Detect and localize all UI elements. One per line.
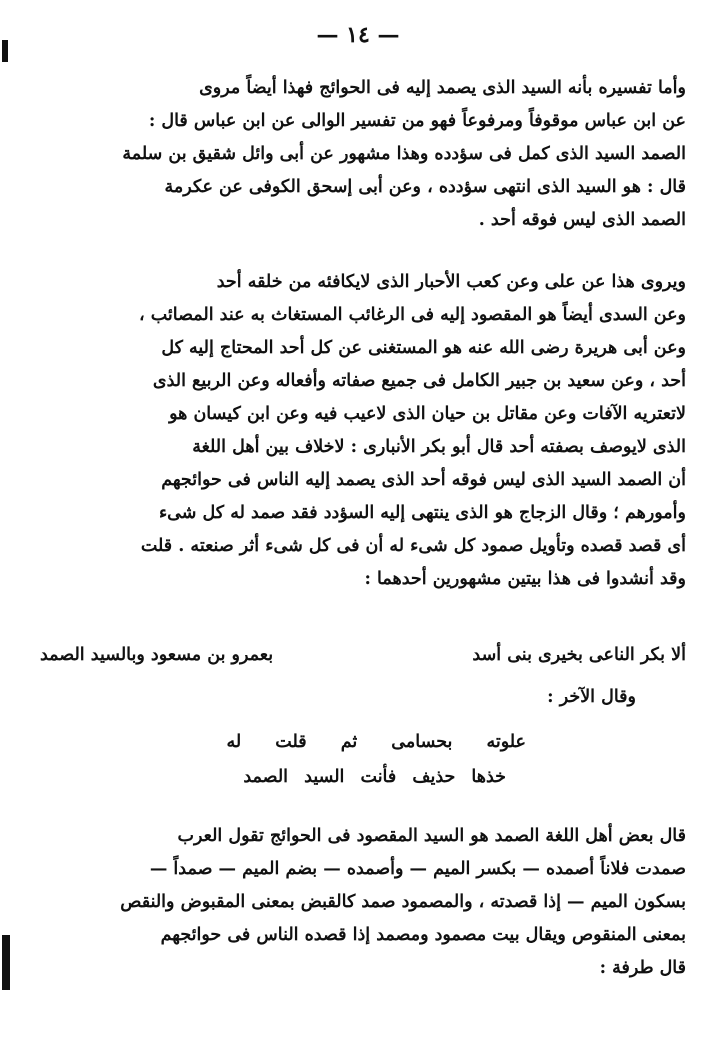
- text-line: بسكون الميم — إذا قصدته ، والمصمود صمد كالقبض بمعنى المقبوض والنقص: [120, 892, 686, 912]
- text-line: وقد أنشدوا فى هذا بيتين مشهورين أحدهما :: [364, 569, 686, 589]
- text-line: قال : هو السيد الذى انتهى سؤدده ، وعن أبى إسحق الكوفى عن عكرمة: [164, 177, 686, 197]
- text-line: الذى لايوصف بصفته أحد قال أبو بكر الأنبارى : لاخلاف بين أهل اللغة: [192, 437, 686, 457]
- text-line: بمعنى المنقوص ويقال بيت مصمود ومصمد إذا قصده الناس فى حوائجهم: [160, 925, 686, 945]
- text-line: صمدت فلاناً أصمده — بكسر الميم — وأصمده — بضم الميم — صمداً —: [149, 859, 686, 879]
- text-line: أى قصد قصده وتأويل صمود كل شىء له أن فى كل شىء أثر صنعته . قلت: [140, 536, 686, 556]
- text-line: وأما تفسيره بأنه السيد الذى يصمد إليه فى الحوائج فهذا أيضاً مروى: [199, 78, 686, 98]
- paragraph-linguistic: [40, 820, 686, 985]
- scan-margin-mark: [2, 935, 10, 990]
- paragraph-narrations: [40, 266, 686, 596]
- verse-first-hemistich: ألا بكر الناعى بخيرى بنى أسد: [472, 645, 686, 665]
- text-line: أن الصمد السيد الذى ليس فوقه أحد الذى يصمد إليه الناس فى حوائجهم: [161, 470, 686, 490]
- text-line: وعن السدى أيضاً هو المقصود إليه فى الرغائب المستغاث به عند المصائب ،: [138, 305, 686, 325]
- text-line: قال طرفة :: [599, 958, 686, 978]
- verse-second-hemistich: بعمرو بن مسعود وبالسيد الصمد: [40, 645, 274, 665]
- text-line: وعن أبى هريرة رضى الله عنه هو المستغنى عن كل أحد المحتاج إليه كل: [161, 338, 686, 358]
- scan-margin-mark: [2, 40, 8, 62]
- verse-2-second-hemistich: خذها حذيف فأنت السيد الصمد: [243, 767, 506, 787]
- text-line: الصمد الذى ليس فوقه أحد .: [478, 210, 686, 230]
- text-line: ويروى هذا عن على وعن كعب الأحبار الذى لايكافئه من خلقه أحد: [216, 272, 686, 292]
- page-number: — ١٤ —: [316, 22, 400, 48]
- text-line: أحد ، وعن سعيد بن جبير الكامل فى جميع صفاته وأفعاله وعن الربيع الذى: [152, 371, 686, 391]
- text-line: لاتعتريه الآفات وعن مقاتل بن حيان الذى لاعيب فيه وعن ابن كيسان هو: [169, 404, 686, 424]
- poetry-verse-1: [40, 638, 686, 672]
- text-line: عن ابن عباس موقوفاً ومرفوعاً فهو من تفسير الوالى عن ابن عباس قال :: [148, 111, 686, 131]
- paragraph-tafsir-samad: [40, 72, 686, 237]
- verse-2-first-hemistich: علوته بحسامى ثم قلت له: [226, 732, 526, 752]
- text-line: وأمورهم ؛ وقال الزجاج هو الذى ينتهى إليه السؤدد فقد صمد له كل شىء: [158, 503, 686, 523]
- verse-intro: وقال الآخر :: [547, 687, 636, 707]
- text-line: الصمد السيد الذى كمل فى سؤدده وهذا مشهور عن أبى وائل شقيق بن سلمة: [122, 144, 686, 164]
- text-line: قال بعض أهل اللغة الصمد هو السيد المقصود فى الحوائج تقول العرب: [177, 826, 686, 846]
